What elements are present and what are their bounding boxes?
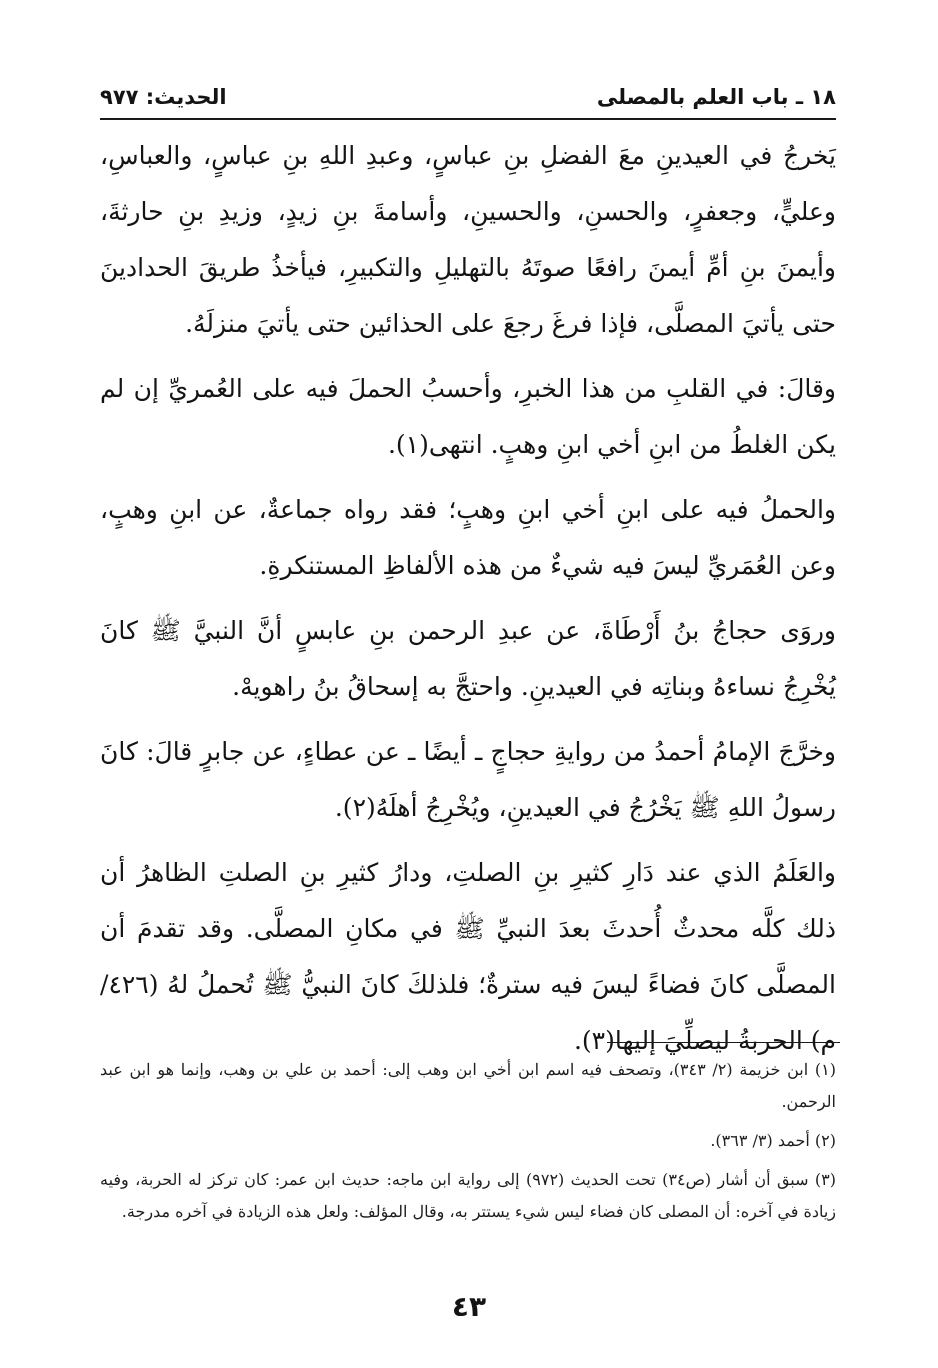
footnote: (١) ابن خزيمة (٢/ ٣٤٣)، وتصحف فيه اسم ابن أخي ابن وهب إلى: أحمد بن علي بن وهب، وإنما هو ابن عبد الرحمن. xyxy=(100,1060,836,1111)
paragraph: والعَلَمُ الذي عند دَارِ كثيرِ بنِ الصلتِ، ودارُ كثيرِ بنِ الصلتِ الظاهرُ أن ذلك كلَّه محدثٌ أُحدثَ بعدَ النبيِّ ﷺ في مكانِ المصلَّى. وقد تقدمَ أن المصلَّى كانَ فضاءً ليسَ فيه سترةٌ؛ فلذلكَ كانَ النبيُّ ﷺ تُحملُ لهُ (٤٢٦/م) الحربةُ ليصلِّيَ إليها(٣). xyxy=(100,858,836,1055)
running-header xyxy=(100,78,836,116)
footnote-divider xyxy=(607,1042,840,1043)
paragraph: وقالَ: في القلبِ من هذا الخبرِ، وأحسبُ الحملَ فيه على العُمريِّ إن لم يكن الغلطُ من ابنِ أخي ابنِ وهبٍ. انتهى(١). xyxy=(100,374,836,459)
paragraph: وخرَّجَ الإمامُ أحمدُ من روايةِ حجاجٍ ـ أيضًا ـ عن عطاءٍ، عن جابرٍ قالَ: كانَ رسولُ اللهِ ﷺ يَخْرُجُ في العيدينِ، ويُخْرِجُ أهلَهُ(٢). xyxy=(100,737,836,822)
main-text xyxy=(100,128,836,1078)
paragraph: والحملُ فيه على ابنِ أخي ابنِ وهبٍ؛ فقد رواه جماعةٌ، عن ابنِ وهبٍ، وعن العُمَريِّ ليسَ فيه شيءٌ من هذه الألفاظِ المستنكرةِ. xyxy=(100,495,836,580)
footnotes xyxy=(100,1054,836,1235)
chapter-title: ١٨ ـ باب العلم بالمصلى xyxy=(596,85,836,109)
paragraph: وروَى حجاجُ بنُ أَرْطَاةَ، عن عبدِ الرحمن بنِ عابسٍ أنَّ النبيَّ ﷺ كانَ يُخْرِجُ نساءهُ وبناتِه في العيدينِ. واحتجَّ به إسحاقُ بنُ راهويهْ. xyxy=(100,616,836,701)
page-number: ٤٣ xyxy=(451,1290,487,1323)
footnote: (٢) أحمد (٣/ ٣٦٣). xyxy=(710,1131,836,1150)
header-divider xyxy=(100,118,836,120)
hadith-number: الحديث: ٩٧٧ xyxy=(100,85,227,109)
paragraph: يَخرجُ في العيدينِ معَ الفضلِ بنِ عباسٍ، وعبدِ اللهِ بنِ عباسٍ، والعباسِ، وعليٍّ، وجعفرٍ، والحسنِ، والحسينِ، وأسامةَ بنِ زيدٍ، وزيدِ بنِ حارثةَ، وأيمنَ بنِ أمِّ أيمنَ رافعًا صوتَهُ بالتهليلِ والتكبيرِ، فيأخذُ طريقَ الحدادينَ حتى يأتيَ المصلَّى، فإذا فرغَ رجعَ على الحذائين حتى يأتيَ منزلَهُ. xyxy=(100,141,836,338)
footnote: (٣) سبق أن أشار (ص٣٤) تحت الحديث (٩٧٢) إلى رواية ابن ماجه: حديث ابن عمر: كان تركز له الحربة، وفيه زيادة في آخره: أن المصلى كان فضاء ليس شيء يستتر به، وقال المؤلف: ولعل هذه الزيادة في آخره مدرجة. xyxy=(100,1170,836,1221)
